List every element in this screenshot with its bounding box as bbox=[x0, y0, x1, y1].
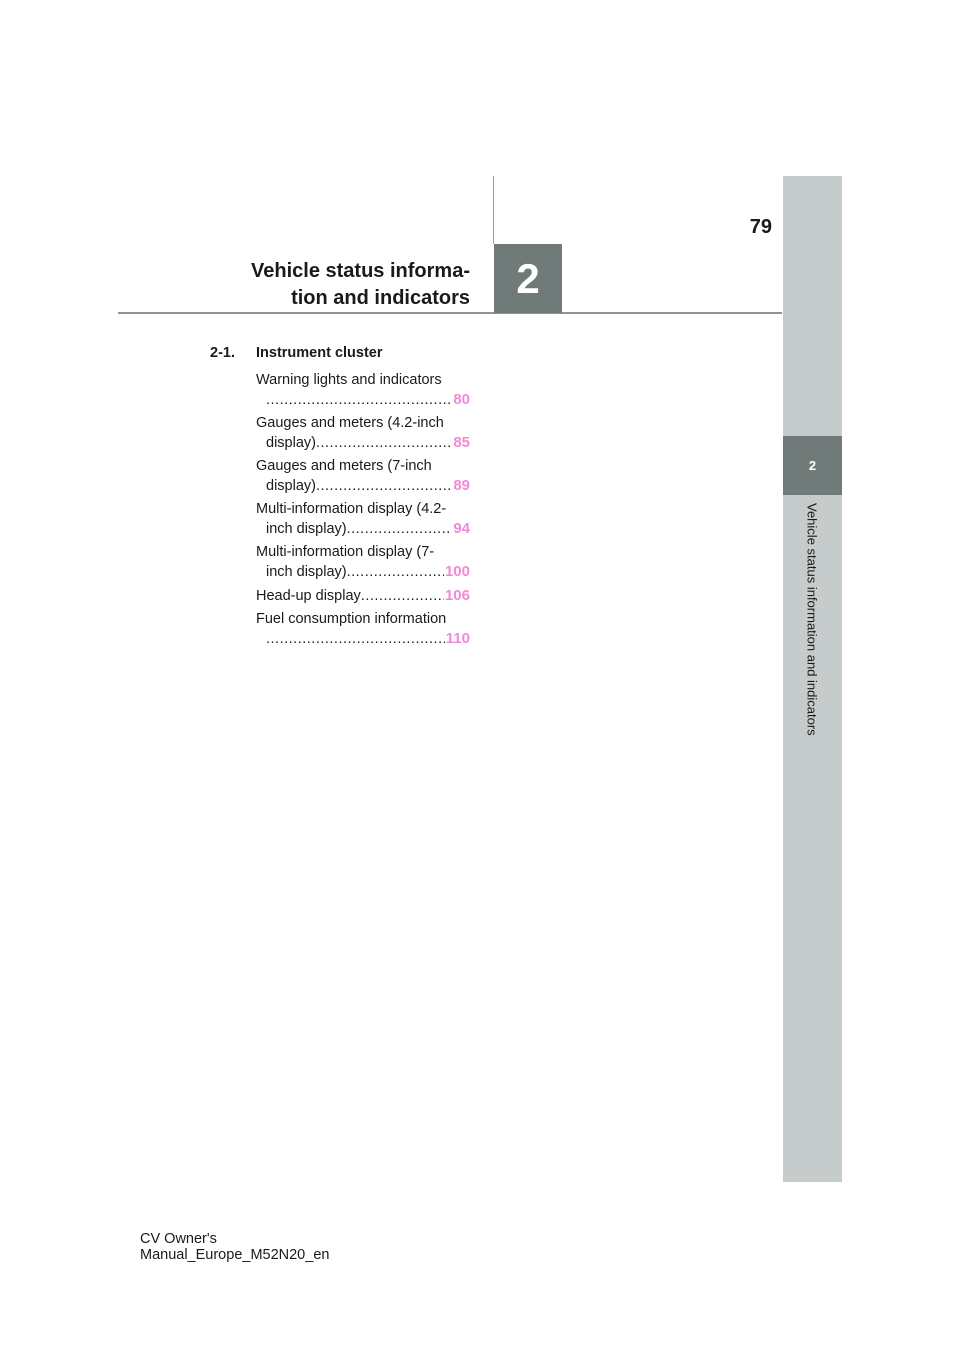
toc-dot-leader bbox=[266, 629, 445, 649]
toc-dot-leader bbox=[266, 390, 452, 410]
footer-manual-id: CV Owner's Manual_Europe_M52N20_en bbox=[140, 1231, 330, 1263]
toc-entry-page-link[interactable]: 85 bbox=[453, 434, 470, 451]
toc-entry-page-link[interactable]: 100 bbox=[444, 563, 470, 580]
toc-entry-warning-lights[interactable] bbox=[256, 371, 470, 410]
toc-dot-leader bbox=[361, 586, 444, 606]
toc-section-number: 2-1. bbox=[210, 345, 235, 361]
toc-entry-title: Multi-information display (4.2- bbox=[256, 501, 447, 517]
toc-entry-leader bbox=[256, 390, 470, 410]
toc-section-heading bbox=[210, 345, 470, 367]
chapter-title bbox=[180, 258, 470, 312]
chapter-title-line2: tion and indicators bbox=[291, 287, 470, 309]
toc-entry-title-cont: inch display) bbox=[266, 521, 347, 537]
toc-entry-leader bbox=[256, 433, 470, 453]
chapter-number-box: 2 bbox=[494, 244, 562, 313]
toc-dot-leader bbox=[316, 476, 452, 496]
toc-entry-leader bbox=[256, 562, 470, 582]
sidebar-chapter-label: Vehicle status information and indicators bbox=[804, 503, 820, 736]
toc-entry-title-cont: inch display) bbox=[266, 564, 347, 580]
toc-entry-mid-4-2[interactable] bbox=[256, 500, 470, 539]
toc-entry-gauges-7[interactable] bbox=[256, 457, 470, 496]
page-number: 79 bbox=[749, 216, 772, 238]
toc-entry-leader bbox=[256, 629, 470, 649]
toc-entry-title: Fuel consumption information bbox=[256, 611, 447, 627]
toc-entry-title-cont: display) bbox=[266, 478, 316, 494]
toc-dot-leader bbox=[316, 433, 452, 453]
toc-entry-title: Warning lights and indicators bbox=[256, 372, 442, 388]
toc-entry-page-link[interactable]: 94 bbox=[453, 520, 470, 537]
toc-dot-leader bbox=[347, 562, 444, 582]
toc-entry-leader bbox=[256, 476, 470, 496]
toc-entry-title: Head-up display bbox=[256, 588, 361, 604]
toc-entry-head-up-display[interactable] bbox=[256, 586, 470, 606]
toc-entry-title: Gauges and meters (4.2-inch bbox=[256, 415, 444, 431]
toc-entry-fuel-consumption[interactable] bbox=[256, 610, 470, 649]
toc-entry-page-link[interactable]: 110 bbox=[445, 630, 470, 647]
toc-entry-leader bbox=[256, 586, 470, 606]
toc-entry-title-cont: display) bbox=[266, 435, 316, 451]
header-vertical-divider bbox=[493, 176, 494, 244]
toc-entry-leader bbox=[256, 519, 470, 539]
sidebar-chapter-tab[interactable]: 2 bbox=[783, 436, 842, 495]
header-horizontal-rule bbox=[118, 312, 782, 314]
chapter-title-line1: Vehicle status informa- bbox=[251, 260, 470, 282]
toc-dot-leader bbox=[347, 519, 453, 539]
toc-entry-title: Multi-information display (7- bbox=[256, 544, 435, 560]
toc-entry-mid-7[interactable] bbox=[256, 543, 470, 582]
toc-entry-page-link[interactable]: 106 bbox=[444, 587, 470, 604]
toc-section-title: Instrument cluster bbox=[256, 345, 383, 361]
toc-entry-page-link[interactable]: 89 bbox=[453, 477, 470, 494]
table-of-contents bbox=[210, 345, 470, 652]
toc-entry-title: Gauges and meters (7-inch bbox=[256, 458, 432, 474]
toc-entry-page-link[interactable]: 80 bbox=[453, 391, 470, 408]
toc-entry-gauges-4-2[interactable] bbox=[256, 414, 470, 453]
